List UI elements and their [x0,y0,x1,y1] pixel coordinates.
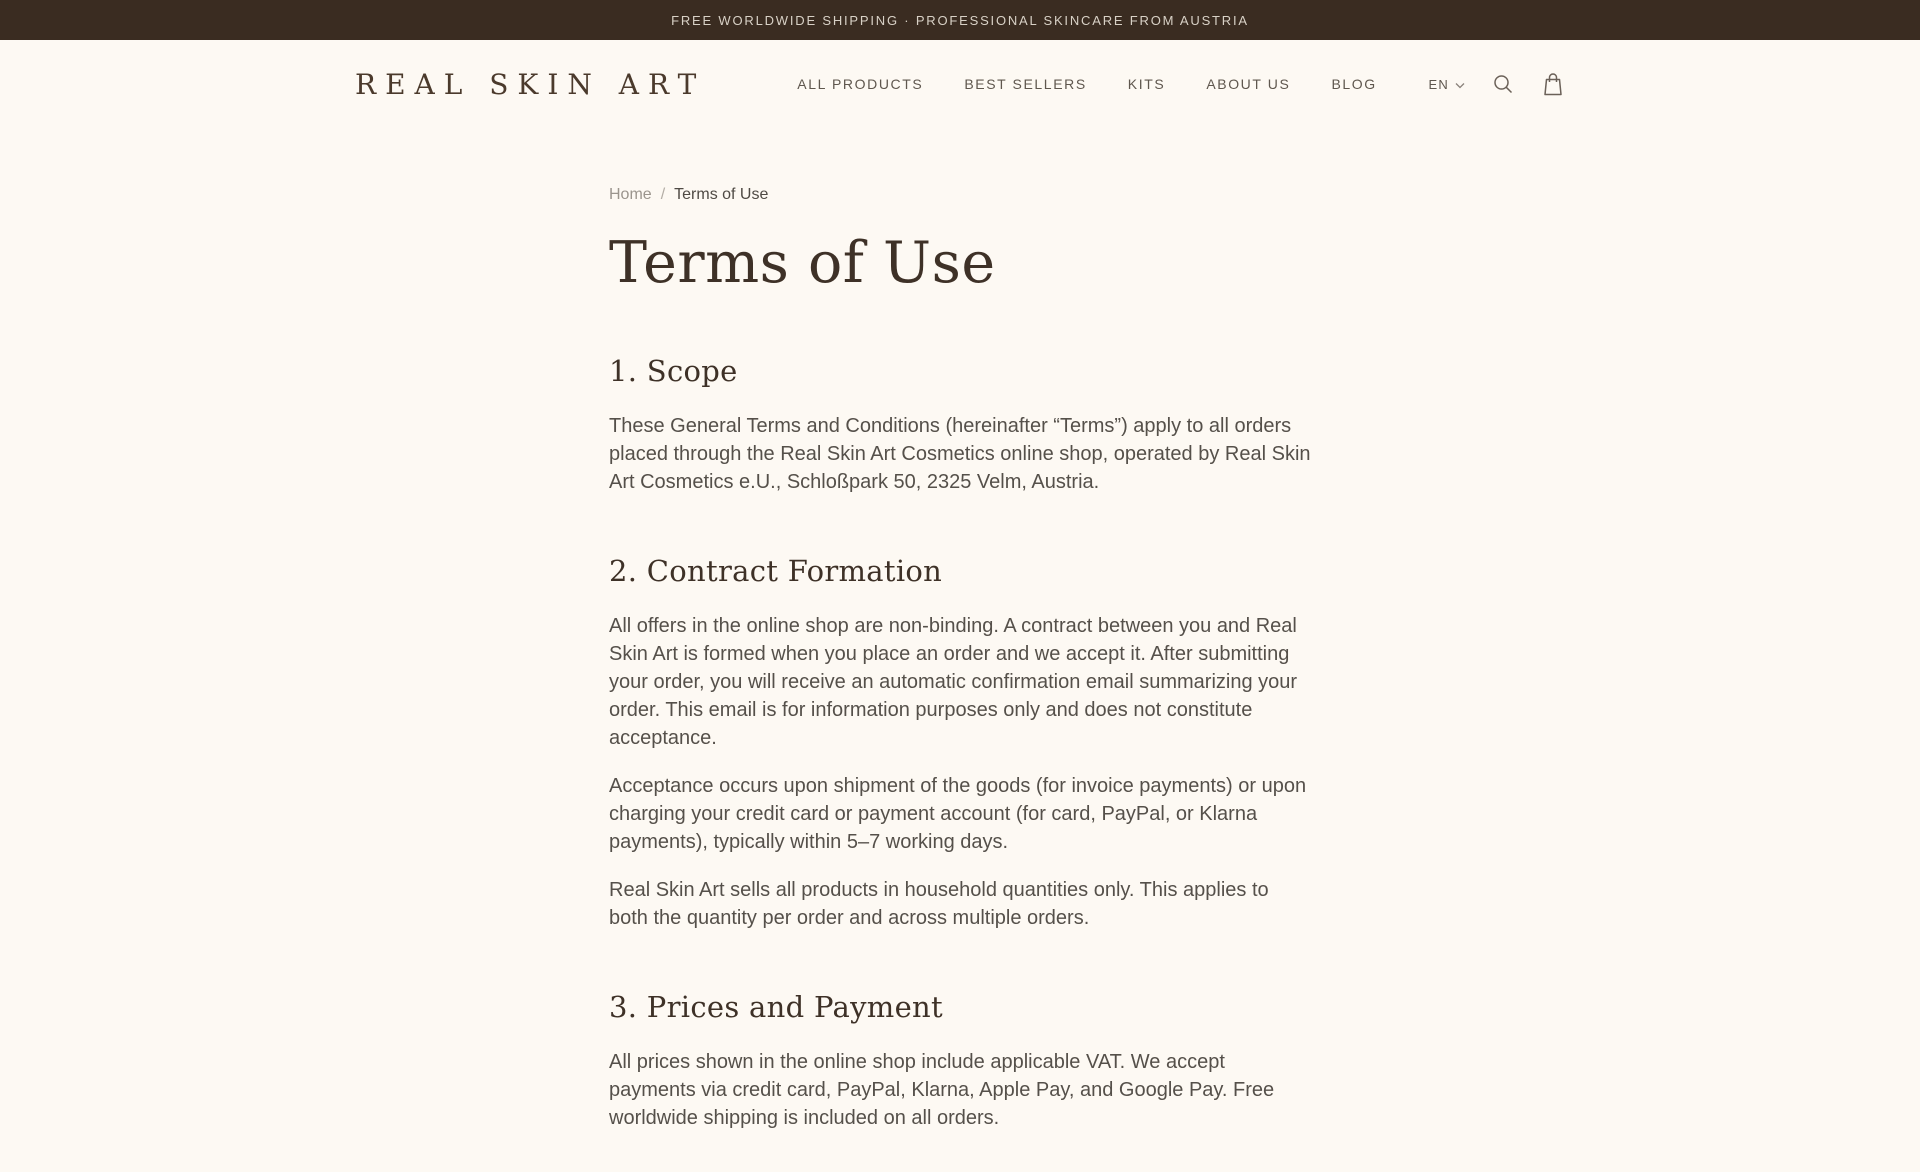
announcement-bar [0,0,1920,40]
nav-blog[interactable]: BLOG [1331,76,1377,92]
section-contract-formation [609,554,1311,932]
announcement-text: FREE WORLDWIDE SHIPPING · PROFESSIONAL SKINCARE FROM AUSTRIA [671,12,1249,28]
section-paragraph: All offers in the online shop are non-binding. A contract between you and Real Skin Art is formed when you place an order and we accept it. After submitting your order, you will receive an automatic confirmation email summarizing your order. This email is for information purposes only and does not constitute acceptance. [609,615,1298,749]
search-icon [1491,72,1515,96]
nav-about-us[interactable]: ABOUT US [1206,76,1291,92]
header-actions [1429,71,1565,97]
section-paragraph: Real Skin Art sells all products in household quantities only. This applies to both the quantity per order and across multiple orders. [609,879,1269,929]
breadcrumb-current: Terms of Use [674,186,769,203]
nav-kits[interactable]: KITS [1127,76,1166,92]
nav-all-products[interactable]: ALL PRODUCTS [797,76,924,92]
breadcrumb-home[interactable]: Home [609,186,652,203]
section-paragraph: These General Terms and Conditions (hereinafter “Terms”) apply to all orders placed through the Real Skin Art Cosmetics online shop, operated by Real Skin Art Cosmetics e.U., Schloßpark 50, 2325 Velm, Austria. [609,415,1311,493]
cart-button[interactable] [1541,71,1565,97]
nav-best-sellers[interactable]: BEST SELLERS [964,76,1087,92]
shopping-bag-icon [1541,71,1565,97]
site-header [0,40,1920,128]
language-selector[interactable] [1429,77,1465,92]
section-heading: 1. Scope [609,354,738,388]
main-content [609,186,1311,1172]
section-heading: 3. Prices and Payment [609,990,943,1024]
section-paragraph: Acceptance occurs upon shipment of the goods (for invoice payments) or upon charging your credit card or payment account (for card, PayPal, or Klarna payments), typically within 5–7 working days. [609,775,1307,853]
breadcrumb [609,186,1311,204]
section-scope [609,354,1311,496]
search-button[interactable] [1491,72,1515,96]
section-heading: 2. Contract Formation [609,554,943,588]
breadcrumb-separator: / [660,186,666,203]
chevron-down-icon [1455,77,1465,92]
section-paragraph: All prices shown in the online shop include applicable VAT. We accept payments via credit card, PayPal, Klarna, Apple Pay, and Google Pay. Free worldwide shipping is included on all orders. [609,1051,1275,1129]
logo[interactable]: REAL SKIN ART [355,67,706,101]
section-prices-and-payment [609,990,1311,1132]
language-label: EN [1428,76,1449,92]
page-title: Terms of Use [609,230,996,296]
main-nav [797,76,1376,92]
